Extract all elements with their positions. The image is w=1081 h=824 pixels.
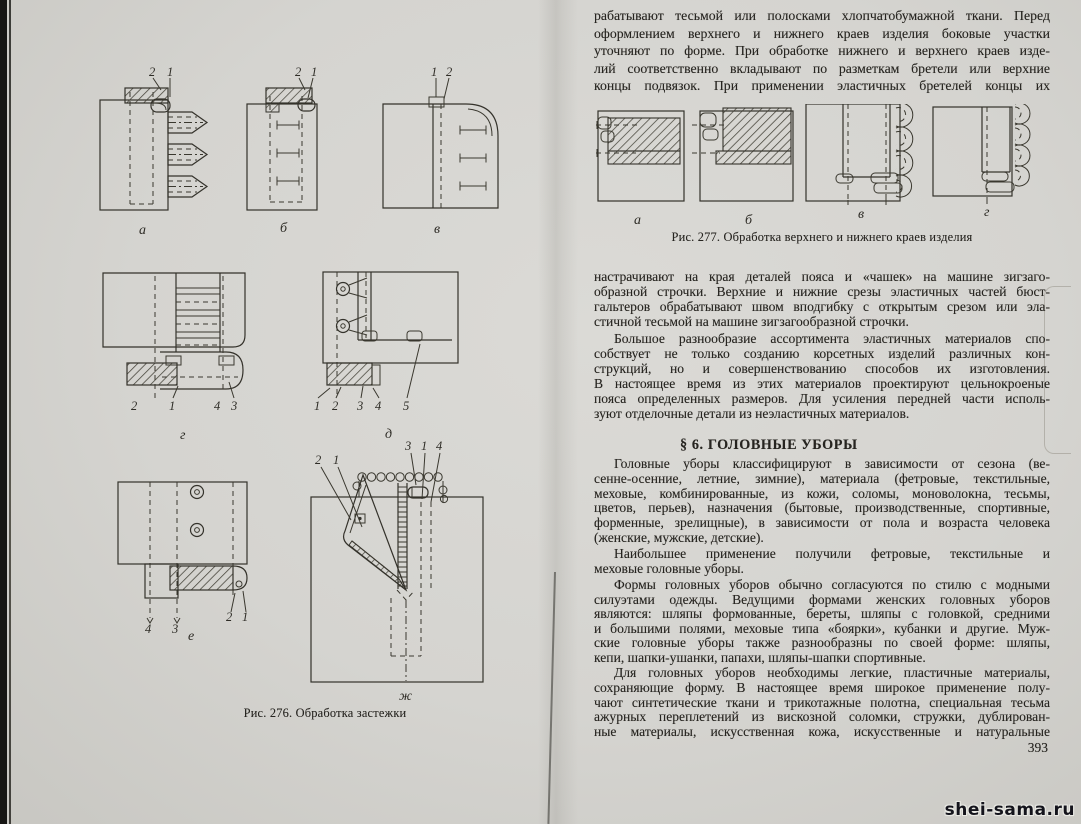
text-line: оформлением верхнего и нижнего краев изделия боковые участки xyxy=(594,25,1050,41)
figure-276-caption: Рис. 276. Обработка застежки xyxy=(243,706,407,720)
text-line: Головные уборы классифицируют в зависимости от сезона (ве- xyxy=(614,456,1050,471)
figure-label: 1 xyxy=(169,399,176,413)
text-line: Наибольшее применение получили фетровые, текстильные и xyxy=(614,546,1050,561)
figure-label: 2 xyxy=(131,399,138,413)
text-line: и большими полями, меховые типа «боярки», кубанки и другие. Муж- xyxy=(594,620,1050,636)
figure-panel-letter: а xyxy=(634,213,641,228)
text-line: лий соответственно вкладывают по разметкам бретели или верхние xyxy=(594,60,1050,76)
fig276-panel-g xyxy=(103,273,245,443)
fig277-panel-g xyxy=(933,104,1030,220)
figure-panel-letter: б xyxy=(745,213,753,228)
figure-label: 1 xyxy=(242,610,249,624)
text-line: гальтеров обрабатывают швом вподгибку с открытым срезом или эла- xyxy=(594,299,1050,315)
text-line: концы подвязок. При применении эластичных бретелей концы их xyxy=(594,78,1050,93)
figure-label: 4 xyxy=(375,399,382,413)
text-line: Для головных уборов необходимы легкие, пластичные материалы, xyxy=(614,665,1050,680)
figure-label: 3 xyxy=(172,622,179,636)
text-line: меховые головные уборы. xyxy=(594,560,744,576)
text-line: сенне-осенние, летние, зимние), материала (фетровые, текстильные, xyxy=(594,470,1050,486)
figure-panel-letter: в xyxy=(858,207,865,222)
text-line: ные материалы, искусственная кожа, искусственные и натуральные xyxy=(594,724,1050,740)
text-line: являются: шляпы формованные, береты, шляпы с головкой, средними xyxy=(594,606,1050,622)
text-line: Большое разнообразие ассортимента эластичных материалов спо- xyxy=(614,331,1050,346)
fig276-panel-b xyxy=(247,65,317,236)
watermark: shei-sama.ru xyxy=(944,800,1075,820)
text-line: силуэтами одежды. Ведущими формами женских головных уборов xyxy=(594,591,1050,607)
figure-label: 1 xyxy=(431,65,438,79)
text-line: рабатывают тесьмой или полосками хлопчатобумажной ткани. Перед xyxy=(594,8,1050,23)
text-line: стичной тесьмой на машине зигзагообразной строчки. xyxy=(594,314,909,330)
section-heading: § 6. ГОЛОВНЫЕ УБОРЫ xyxy=(680,437,858,453)
fig276-panel-zh xyxy=(311,439,483,704)
fig277-panel-v xyxy=(806,104,913,222)
figure-label: 2 xyxy=(446,65,453,79)
figure-label: 2 xyxy=(332,399,339,413)
paragraph xyxy=(594,269,1050,329)
text-line: чают синтетические ткани и трикотажные полотна, специальная тесьма xyxy=(594,694,1050,710)
text-line: пояса определенных размеров. Для усиления передней части исполь- xyxy=(594,391,1050,407)
text-line: собствует не только созданию корсетных изделий различных кон- xyxy=(594,346,1050,362)
fig276-panel-e xyxy=(118,482,248,644)
figure-panel-letter: д xyxy=(385,427,393,442)
text-line: цветов, перьев), назначения (бытовые, производственные, спортивные, xyxy=(594,500,1050,516)
text-line: Формы головных уборов обычно согласуются по стилю с модными xyxy=(614,577,1050,592)
figure-label: 3 xyxy=(405,439,412,453)
paragraph xyxy=(594,547,1050,577)
figure-277-diagram xyxy=(596,104,1046,229)
fig277-panel-a xyxy=(596,111,684,228)
text-line: уточняют по форме. При обработке нижнего и верхнего краев изде- xyxy=(594,43,1050,58)
figure-label: 1 xyxy=(421,439,428,453)
paragraph xyxy=(594,7,1050,95)
text-line: образной строчки. Верхние и нижние срезы эластичных частей бюст- xyxy=(594,284,1050,300)
figure-panel-letter: г xyxy=(180,428,186,443)
paragraph xyxy=(594,666,1050,740)
text-line: сохраняющие форму. В настоящее время широкое применение полу- xyxy=(594,679,1050,695)
figure-label: 1 xyxy=(311,65,318,79)
text-line: ажурных переплетений из вискозной соломки, стружки, дублирован- xyxy=(594,709,1050,725)
figure-label: 2 xyxy=(295,65,302,79)
text-line: струкций, но и совершенствованию способов их изготовления. xyxy=(594,361,1050,377)
figure-label: 3 xyxy=(357,399,364,413)
right-page xyxy=(594,0,1050,824)
figure-label: 2 xyxy=(315,453,322,467)
text-line: В настоящее время из этих материалов проектируют цельнокроеные xyxy=(594,376,1050,392)
text-line: настрачивают на края деталей пояса и «чашек» на машине зигзаго- xyxy=(594,269,1050,284)
page-number: 393 xyxy=(1027,740,1048,755)
text-line: форменные, зрелищные), в зависимости от пола и возраста человека xyxy=(594,515,1050,531)
text-line: зуют отделочные детали из неэластичных материалов. xyxy=(594,406,910,422)
figure-277-caption: Рис. 277. Обработка верхнего и нижнего краев изделия xyxy=(671,230,973,244)
figure-label: 1 xyxy=(333,453,340,467)
figure-panel-letter: в xyxy=(434,222,441,237)
figure-panel-letter: а xyxy=(139,223,146,238)
figure-panel-letter: б xyxy=(280,221,288,236)
figure-panel-letter: ж xyxy=(399,689,413,704)
paragraph xyxy=(594,457,1050,546)
text-line: ские головные уборы также разнообразны по своей форме: шляпы, xyxy=(594,635,1050,651)
figure-label: 3 xyxy=(231,399,238,413)
fig276-panel-a xyxy=(100,65,207,238)
figure-label: 2 xyxy=(149,65,156,79)
fig277-panel-b xyxy=(692,108,793,228)
figure-panel-letter: г xyxy=(984,205,990,220)
text-line: кепи, шапки-ушанки, папахи, шляпы-шапки спортивные. xyxy=(594,649,926,665)
figure-label: 4 xyxy=(145,622,152,636)
figure-label: 5 xyxy=(403,399,410,413)
figure-label: 4 xyxy=(214,399,221,413)
figure-label: 1 xyxy=(167,65,174,79)
figure-label: 1 xyxy=(314,399,321,413)
figure-label: 4 xyxy=(436,439,443,453)
figure-label: 2 xyxy=(226,610,233,624)
figure-panel-letter: е xyxy=(188,629,195,644)
paragraph xyxy=(594,331,1050,422)
text-line: (женские, мужские, детские). xyxy=(594,529,764,545)
paragraph xyxy=(594,578,1050,666)
figure-276-diagram xyxy=(0,0,560,745)
text-line: меховые, комбинированные, из кожи, соломы, моноволокна, тесьмы, xyxy=(594,485,1050,501)
fig276-panel-d xyxy=(314,272,458,442)
fig276-panel-v xyxy=(383,65,498,237)
